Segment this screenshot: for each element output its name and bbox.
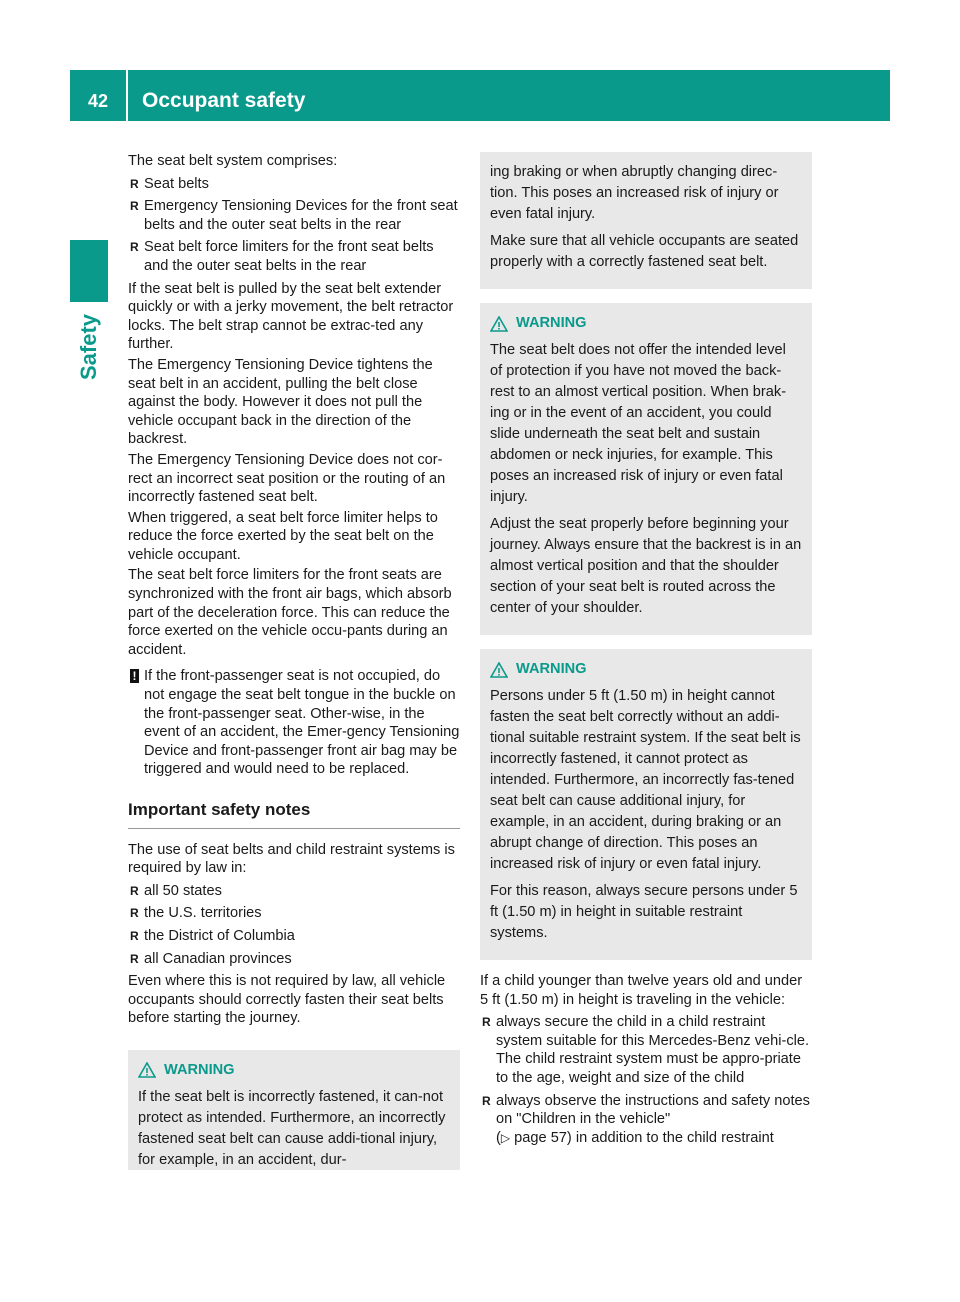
warning-text: The seat belt does not offer the intended level of protection if you have not moved the back-rest to an almost vertical position. When brak-ing or in the event of an accident, you could slide underneath the seat belt and sustain abdomen or neck injuries, for example. This poses an increased risk of injury or even fatal injury. xyxy=(490,342,787,505)
list-item: R Seat belts xyxy=(128,175,460,194)
side-tab-label: Safety xyxy=(76,313,101,380)
jurisdictions-list xyxy=(128,882,460,968)
warning-header xyxy=(490,659,802,680)
list-item: R always observe the instructions and safety notes on "Children in the vehicle" (▷ page 57) in addition to the child restraint xyxy=(480,1092,812,1148)
intro-text: The seat belt system comprises: xyxy=(128,153,338,169)
list-item: R Emergency Tensioning Devices for the front seat belts and the outer seat belts in the rear xyxy=(128,197,460,234)
warning-text: Persons under 5 ft (1.50 m) in height cannot fasten the seat belt correctly without an addi-tional suitable restraint system. If the seat belt is incorrectly fastened, it cannot protect as intended. Furthermore, an incorrectly fas-tened seat belt can cause additional injury, for example, in an accident, during braking or an abrupt change of direction. This poses an increased risk of injury or even fatal injury. xyxy=(490,688,801,872)
list-item: R the U.S. territories xyxy=(128,904,460,923)
section-heading: Important safety notes xyxy=(128,801,460,829)
left-column xyxy=(128,152,460,1170)
list-item: R all 50 states xyxy=(128,882,460,901)
warning-text: Make sure that all vehicle occupants are seated properly with a correctly fastened seat belt. xyxy=(490,233,799,270)
paragraph: The use of seat belts and child restraint systems is required by law in: xyxy=(128,841,455,877)
warning-text: ing braking or when abruptly changing direc-tion. This poses an increased risk of injury or even fatal injury. xyxy=(490,164,779,222)
paragraph: Even where this is not required by law, all vehicle occupants should correctly fasten their seat belts before starting the journey. xyxy=(128,973,446,1027)
warning-header xyxy=(490,313,802,334)
child-safety-list xyxy=(480,1013,812,1147)
paragraph: The seat belt force limiters for the front seats are synchronized with the front air bags, which absorb part of the deceleration force. This can reduce the force exerted on the vehicle occu-pants during an accident. xyxy=(128,567,452,658)
warning-text: If the seat belt is incorrectly fastened, it can-not protect as intended. Furthermore, an incorrectly fastened seat belt can cause addi-tional injury, for example, in an accident, dur- xyxy=(138,1088,446,1168)
page-ref-arrow-icon: ▷ xyxy=(500,1130,511,1145)
list-item: R always secure the child in a child restraint system suitable for this Mercedes-Benz vehi-cle. The child restraint system must be appro-priate to the age, weight and size of the child xyxy=(480,1013,812,1087)
paragraph: The Emergency Tensioning Device tightens the seat belt in an accident, pulling the belt close against the body. However it does not pull the vehicle occupant back in the direction of the backrest. xyxy=(128,356,433,448)
warning-text: For this reason, always secure persons under 5 ft (1.50 m) in height in suitable restraint systems. xyxy=(490,883,798,941)
warning-box xyxy=(128,1050,460,1170)
warning-triangle-icon xyxy=(490,316,508,332)
paragraph: When triggered, a seat belt force limiter helps to reduce the force exerted by the seat belt on the vehicle occupant. xyxy=(128,509,438,563)
note-block xyxy=(128,667,460,779)
note-text: If the front-passenger seat is not occupied, do not engage the seat belt tongue in the buckle on the front-passenger seat. Other-wise, in the event of an accident, the Emer-gency Tensioning Device and front-passenger front air bag may be triggered and would need to be replaced. xyxy=(144,668,460,778)
exclamation-icon: ! xyxy=(130,669,139,683)
warning-box-continued xyxy=(480,152,812,289)
list-item: R Seat belt force limiters for the front seat belts and the outer seat belts in the rear xyxy=(128,238,460,275)
right-column xyxy=(480,152,812,1151)
paragraph: The Emergency Tensioning Device does not cor-rect an incorrect seat position or the routing of an incorrectly fastened seat belt. xyxy=(128,451,446,506)
side-tab-block xyxy=(70,240,108,302)
warning-label: WARNING xyxy=(164,1061,235,1078)
warning-box xyxy=(480,649,812,960)
paragraph: If the seat belt is pulled by the seat belt extender quickly or with a jerky movement, the belt retractor locks. The belt strap cannot be extrac-ted any further. xyxy=(128,280,454,353)
list-item: R the District of Columbia xyxy=(128,927,460,946)
list-item-text: always observe the instructions and safety notes on "Children in the vehicle" xyxy=(496,1092,810,1128)
page-number: 42 xyxy=(87,91,109,111)
warning-label: WARNING xyxy=(516,661,587,677)
components-list xyxy=(128,175,460,276)
paragraph: If a child younger than twelve years old and under 5 ft (1.50 m) in height is traveling in the vehicle: xyxy=(480,973,803,1008)
warning-triangle-icon xyxy=(138,1062,156,1078)
page-reference-link[interactable]: page 57) in addition to the child restraint xyxy=(514,1129,774,1146)
header-divider xyxy=(126,70,128,121)
warning-triangle-icon xyxy=(490,662,508,678)
warning-label: WARNING xyxy=(516,315,587,331)
warning-text: Adjust the seat properly before beginning your journey. Always ensure that the backrest is in an almost vertical position and that the shoulder section of your seat belt is routed across the center of your shoulder. xyxy=(490,516,802,616)
warning-box xyxy=(480,303,812,635)
list-item: R all Canadian provinces xyxy=(128,950,460,969)
section-title: Occupant safety xyxy=(142,89,306,112)
warning-header xyxy=(138,1060,450,1081)
